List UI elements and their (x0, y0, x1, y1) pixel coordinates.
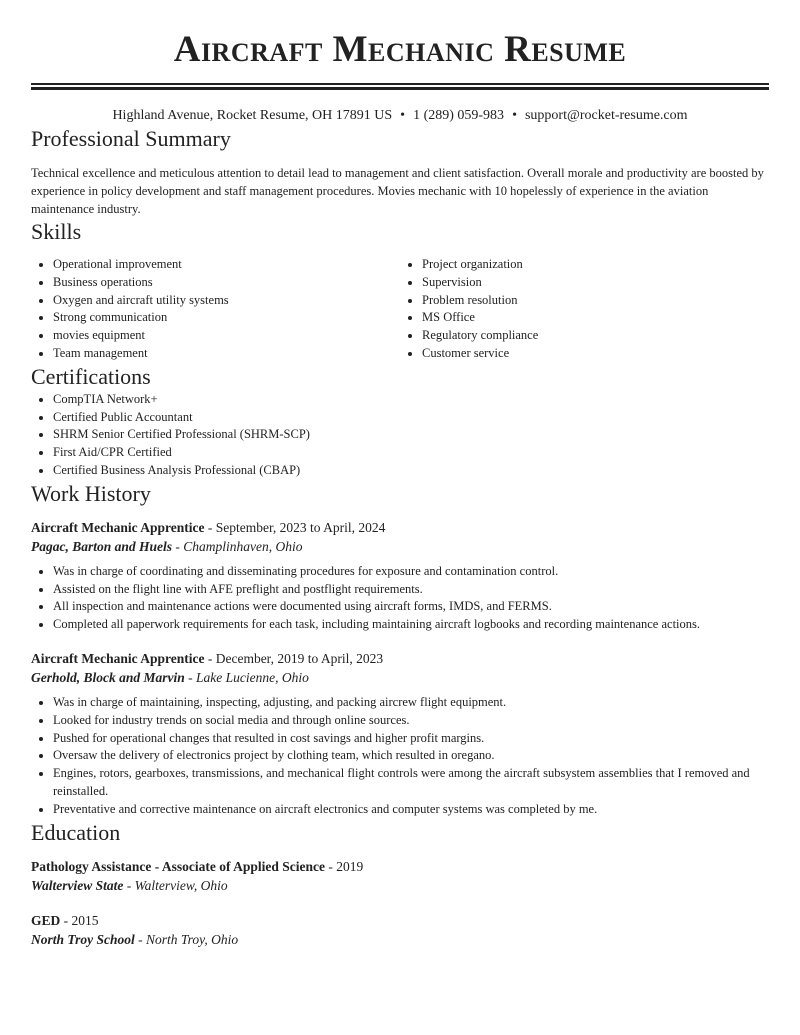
degree-year: - 2019 (325, 858, 364, 874)
job-dates: - September, 2023 to April, 2024 (204, 519, 386, 535)
certifications-heading: Certifications (31, 363, 151, 389)
skills-list-left (31, 256, 400, 363)
skill-item: • Team management (53, 345, 400, 363)
skill-item: • Oxygen and aircraft utility systems (53, 292, 400, 310)
job-title-line (31, 518, 769, 537)
employer-name: Pagac, Barton and Huels (31, 538, 173, 554)
skill-item: • movies equipment (53, 327, 400, 345)
school-location: - North Troy, Ohio (134, 931, 239, 947)
skill-item: • Operational improvement (53, 256, 400, 274)
employer-line (31, 668, 769, 687)
school-line (31, 876, 769, 895)
certification-item: • Certified Business Analysis Professional (CBAP) (53, 462, 769, 480)
employer-location: - Champlinhaven, Ohio (172, 538, 303, 554)
skills-list-right (400, 256, 769, 363)
education-entry (31, 857, 769, 895)
job-duty: • Completed all paperwork requirements for each task, including maintaining aircraft logbooks and recording maintenance actions. (53, 616, 769, 634)
school-line (31, 930, 769, 949)
work-history-heading: Work History (31, 480, 151, 506)
degree-line (31, 911, 769, 930)
education-entry (31, 911, 769, 949)
skill-item: • Supervision (422, 274, 769, 292)
job-duties-list (31, 694, 769, 819)
school-name: Walterview State (31, 877, 124, 893)
summary-heading: Professional Summary (31, 126, 231, 151)
degree-name: Pathology Assistance - Associate of Applied Science (31, 858, 325, 874)
certification-item: • Certified Public Accountant (53, 409, 769, 427)
skill-item: • MS Office (422, 309, 769, 327)
skill-item: • Strong communication (53, 309, 400, 327)
skill-item: • Customer service (422, 345, 769, 363)
employer-line (31, 537, 769, 556)
job-duty: • Pushed for operational changes that resulted in cost savings and higher profit margins. (53, 730, 769, 748)
certification-item: • CompTIA Network+ (53, 391, 769, 409)
contact-separator: • (400, 108, 406, 123)
skills-grid (31, 256, 769, 363)
job-duty: • Was in charge of maintaining, inspecting, adjusting, and packing aircrew flight equipment. (53, 694, 769, 712)
certifications-list (31, 391, 769, 480)
job-title: Aircraft Mechanic Apprentice (31, 519, 205, 535)
degree-name: GED (31, 912, 61, 928)
employer-name: Gerhold, Block and Marvin (31, 669, 185, 685)
job-entry (31, 649, 769, 819)
job-title-line (31, 649, 769, 668)
employer-location: - Lake Lucienne, Ohio (184, 669, 309, 685)
skill-item: • Problem resolution (422, 292, 769, 310)
contact-line (31, 107, 769, 125)
contact-phone: 1 (289) 059-983 (413, 108, 505, 123)
job-duties-list (31, 563, 769, 634)
header-divider (31, 83, 769, 90)
contact-email: support@rocket-resume.com (524, 108, 688, 123)
job-duty: • Was in charge of coordinating and disseminating procedures for exposure and contamination control. (53, 563, 769, 581)
degree-line (31, 857, 769, 876)
certification-item: • First Aid/CPR Certified (53, 444, 769, 462)
job-duty: • Engines, rotors, gearboxes, transmissions, and mechanical flight controls were among the aircraft subsystem assemblies that I removed and reinstalled. (53, 765, 769, 801)
job-duty: • Assisted on the flight line with AFE preflight and postflight requirements. (53, 581, 769, 599)
job-duty: • Looked for industry trends on social media and through online sources. (53, 712, 769, 730)
skill-item: • Regulatory compliance (422, 327, 769, 345)
education-heading: Education (31, 819, 121, 845)
job-duty: • Preventative and corrective maintenance on aircraft electronics and computer systems was completed by me. (53, 801, 769, 819)
skill-item: • Business operations (53, 274, 400, 292)
school-name: North Troy School (31, 931, 135, 947)
job-duty: • All inspection and maintenance actions were documented using aircraft forms, IMDS, and FERMS. (53, 598, 769, 616)
job-dates: - December, 2019 to April, 2023 (204, 650, 384, 666)
skill-item: • Project organization (422, 256, 769, 274)
contact-address: Highland Avenue, Rocket Resume, OH 17891 US (112, 108, 393, 123)
job-title: Aircraft Mechanic Apprentice (31, 650, 205, 666)
resume-title: Aircraft Mechanic Resume (173, 29, 627, 70)
job-entry (31, 518, 769, 634)
job-duty: • Oversaw the delivery of electronics project by clothing team, which resulted in oregano. (53, 747, 769, 765)
certification-item: • SHRM Senior Certified Professional (SHRM-SCP) (53, 426, 769, 444)
school-location: - Walterview, Ohio (123, 877, 228, 893)
summary-text: Technical excellence and meticulous attention to detail lead to management and client satisfaction. Overall morale and productivity are boosted by experience in policy development and staff management procedures. Movies mechanic with 10 hopelessly of experience in the aviation maintenance industry. (31, 166, 764, 216)
skills-heading: Skills (31, 219, 82, 244)
contact-separator: • (512, 108, 517, 123)
degree-year: - 2015 (60, 912, 99, 928)
